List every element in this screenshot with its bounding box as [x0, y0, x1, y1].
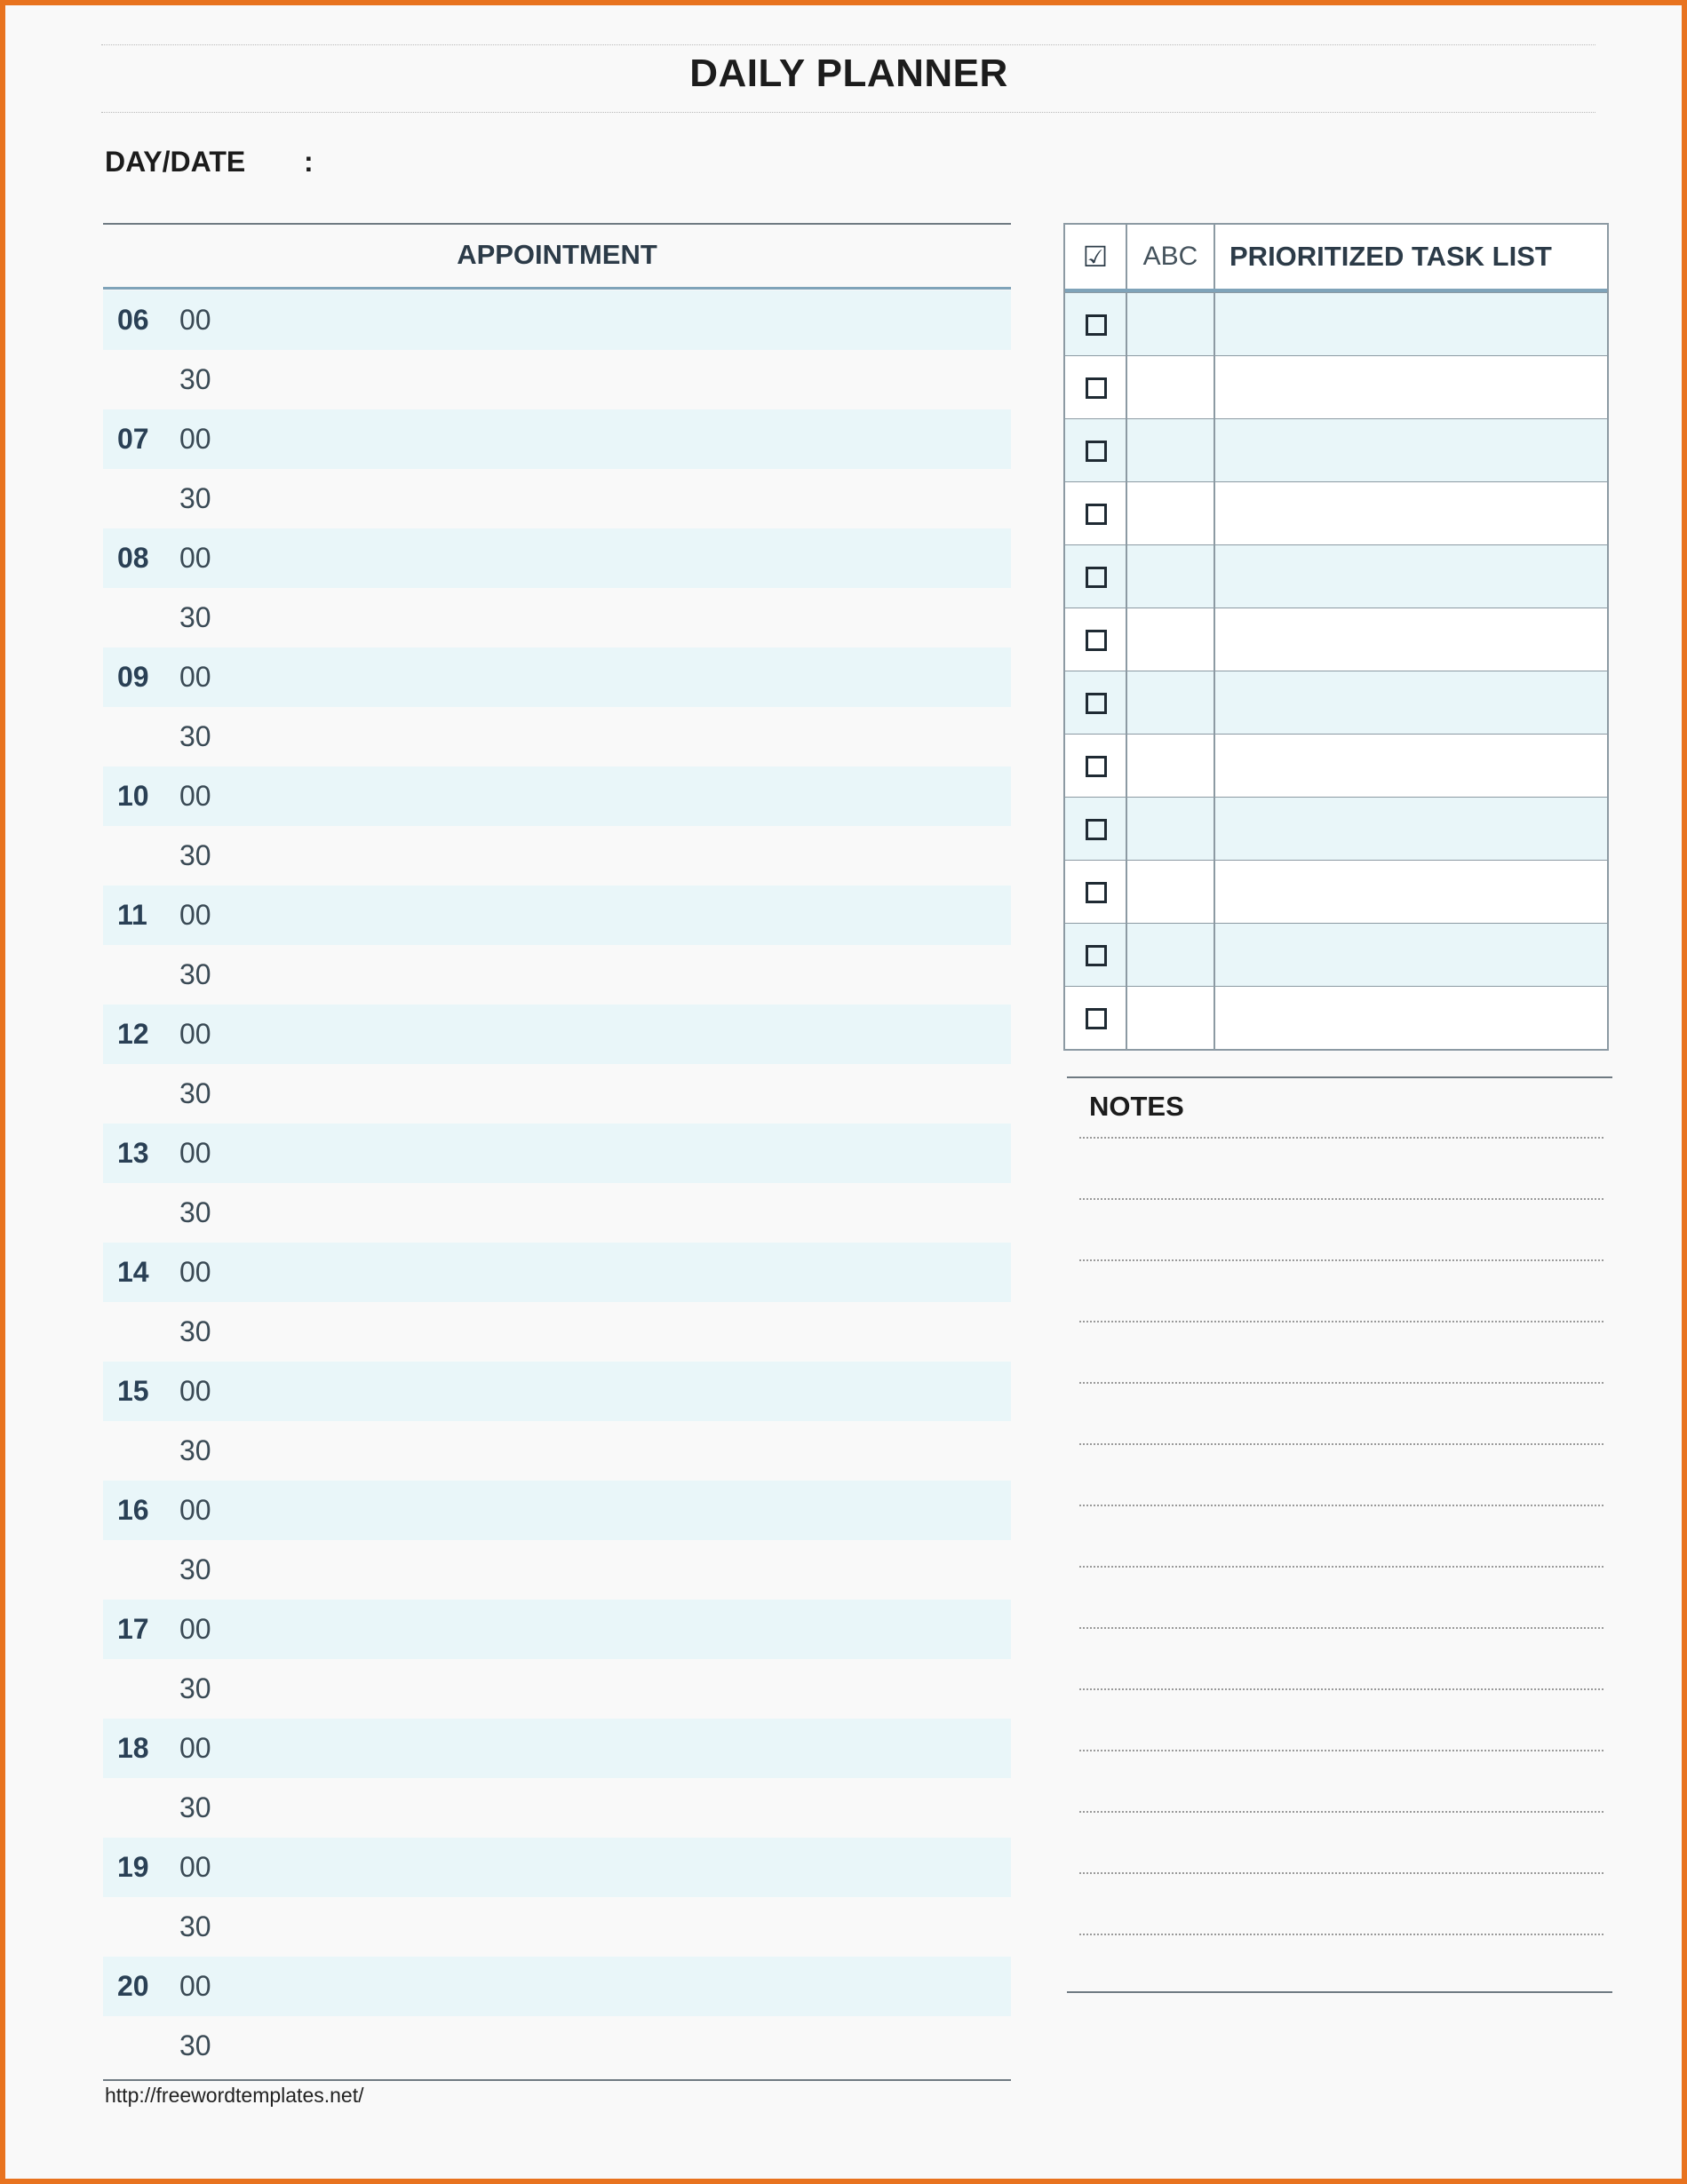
appointment-slot[interactable] — [103, 1183, 1011, 1243]
title-bottom-divider — [101, 112, 1595, 113]
slot-hour: 15 — [117, 1375, 149, 1407]
appointment-slot[interactable] — [103, 1421, 1011, 1481]
appointment-slot[interactable] — [103, 766, 1011, 826]
task-checkbox[interactable] — [1086, 377, 1107, 399]
appointment-slot[interactable] — [103, 886, 1011, 945]
note-line[interactable] — [1079, 1750, 1603, 1751]
task-text-cell[interactable] — [1215, 861, 1607, 923]
appointment-slot[interactable] — [103, 1064, 1011, 1124]
page-title: DAILY PLANNER — [689, 52, 1008, 95]
task-text-cell[interactable] — [1215, 798, 1607, 860]
task-row[interactable] — [1065, 418, 1607, 481]
task-checkbox[interactable] — [1086, 882, 1107, 903]
appointment-slot[interactable] — [103, 290, 1011, 350]
title-top-divider — [101, 44, 1595, 45]
appointment-slot[interactable] — [103, 350, 1011, 409]
note-line[interactable] — [1079, 1382, 1603, 1384]
note-line[interactable] — [1079, 1811, 1603, 1813]
appointment-slot[interactable] — [103, 707, 1011, 766]
appointment-slot[interactable] — [103, 945, 1011, 1005]
task-text-cell[interactable] — [1215, 482, 1607, 544]
appointment-slot[interactable] — [103, 1481, 1011, 1540]
task-row[interactable] — [1065, 608, 1607, 671]
slot-minute: 30 — [179, 1553, 211, 1585]
task-row[interactable] — [1065, 734, 1607, 797]
task-text-cell[interactable] — [1215, 924, 1607, 986]
task-rows — [1065, 292, 1607, 1049]
task-row[interactable] — [1065, 923, 1607, 986]
note-line[interactable] — [1079, 1198, 1603, 1200]
slot-minute: 30 — [179, 720, 211, 752]
appointment-slot[interactable] — [103, 1362, 1011, 1421]
task-priority-cell[interactable] — [1127, 545, 1215, 608]
task-row[interactable] — [1065, 797, 1607, 860]
slot-minute: 00 — [179, 1137, 211, 1169]
appointment-slot[interactable] — [103, 1838, 1011, 1897]
task-checkbox[interactable] — [1086, 567, 1107, 588]
task-priority-cell[interactable] — [1127, 419, 1215, 481]
note-line[interactable] — [1079, 1137, 1603, 1139]
task-text-cell[interactable] — [1215, 419, 1607, 481]
task-checkbox[interactable] — [1086, 1008, 1107, 1029]
checkbox-header-icon: ☑ — [1082, 241, 1109, 273]
appointment-slot[interactable] — [103, 1897, 1011, 1957]
note-line[interactable] — [1079, 1688, 1603, 1690]
slot-minute: 30 — [179, 482, 211, 514]
task-text-cell[interactable] — [1215, 608, 1607, 671]
footer-url[interactable]: http://freewordtemplates.net/ — [105, 2084, 364, 2107]
slot-minute: 00 — [179, 1851, 211, 1883]
task-row[interactable] — [1065, 544, 1607, 608]
appointment-slot[interactable] — [103, 1600, 1011, 1659]
appointment-slot[interactable] — [103, 1778, 1011, 1838]
notes-top-rule — [1067, 1076, 1612, 1078]
slot-minute: 30 — [179, 1434, 211, 1466]
slot-minute: 30 — [179, 2029, 211, 2061]
task-priority-cell[interactable] — [1127, 987, 1215, 1049]
task-table — [1063, 223, 1609, 1051]
slot-hour: 09 — [117, 661, 149, 693]
slot-hour: 08 — [117, 542, 149, 574]
task-priority-cell[interactable] — [1127, 356, 1215, 418]
appointment-slot[interactable] — [103, 1957, 1011, 2016]
task-checkbox[interactable] — [1086, 630, 1107, 651]
slot-minute: 00 — [179, 1375, 211, 1407]
task-row[interactable] — [1065, 292, 1607, 355]
slot-hour: 13 — [117, 1137, 149, 1169]
task-table-header — [1065, 225, 1607, 292]
appointment-slot[interactable] — [103, 1540, 1011, 1600]
appointment-slot[interactable] — [103, 1124, 1011, 1183]
slot-minute: 00 — [179, 1494, 211, 1526]
task-row[interactable] — [1065, 986, 1607, 1049]
task-priority-cell[interactable] — [1127, 293, 1215, 355]
task-priority-cell[interactable] — [1127, 671, 1215, 734]
appointment-slot[interactable] — [103, 2016, 1011, 2076]
task-list-title: PRIORITIZED TASK LIST — [1229, 241, 1552, 272]
appointment-slot[interactable] — [103, 1302, 1011, 1362]
slot-hour: 07 — [117, 423, 149, 455]
task-text-cell[interactable] — [1215, 987, 1607, 1049]
task-priority-cell[interactable] — [1127, 482, 1215, 544]
slot-hour: 06 — [117, 304, 149, 336]
task-row[interactable] — [1065, 671, 1607, 734]
task-checkbox[interactable] — [1086, 504, 1107, 525]
appointment-slot[interactable] — [103, 1719, 1011, 1778]
note-line[interactable] — [1079, 1259, 1603, 1261]
slot-minute: 00 — [179, 1256, 211, 1288]
slot-minute: 30 — [179, 1791, 211, 1823]
task-row[interactable] — [1065, 355, 1607, 418]
abc-priority-header: ABC — [1142, 242, 1198, 271]
task-checkbox[interactable] — [1086, 819, 1107, 840]
slot-minute: 00 — [179, 304, 211, 336]
day-date-colon: : — [304, 146, 314, 178]
slot-hour: 19 — [117, 1851, 149, 1883]
note-line[interactable] — [1079, 1443, 1603, 1445]
task-text-cell[interactable] — [1215, 293, 1607, 355]
slot-minute: 00 — [179, 423, 211, 455]
task-priority-cell[interactable] — [1127, 798, 1215, 860]
appointment-slot[interactable] — [103, 409, 1011, 469]
notes-title: NOTES — [1089, 1091, 1184, 1122]
task-row[interactable] — [1065, 481, 1607, 544]
slot-minute: 30 — [179, 839, 211, 871]
task-priority-cell[interactable] — [1127, 735, 1215, 797]
note-line[interactable] — [1079, 1321, 1603, 1322]
slot-hour: 18 — [117, 1732, 149, 1764]
appointment-slot[interactable] — [103, 588, 1011, 647]
task-checkbox[interactable] — [1086, 693, 1107, 714]
slot-hour: 10 — [117, 780, 149, 812]
day-date-label: DAY/DATE — [105, 146, 246, 178]
appointment-slot[interactable] — [103, 1005, 1011, 1064]
note-line[interactable] — [1079, 1934, 1603, 1935]
task-text-cell[interactable] — [1215, 545, 1607, 608]
slot-hour: 14 — [117, 1256, 149, 1288]
task-text-cell[interactable] — [1215, 735, 1607, 797]
slot-minute: 00 — [179, 542, 211, 574]
slot-minute: 30 — [179, 1077, 211, 1109]
slot-minute: 30 — [179, 958, 211, 990]
appointment-slot[interactable] — [103, 528, 1011, 588]
notes-bottom-rule — [1067, 1991, 1612, 1993]
slot-hour: 11 — [117, 899, 147, 931]
slot-minute: 30 — [179, 1672, 211, 1704]
slot-minute: 30 — [179, 1196, 211, 1228]
slot-minute: 00 — [179, 1970, 211, 2002]
appointment-slots — [103, 290, 1011, 2076]
slot-minute: 30 — [179, 601, 211, 633]
slot-minute: 00 — [179, 661, 211, 693]
slot-minute: 00 — [179, 780, 211, 812]
appointment-slot[interactable] — [103, 1659, 1011, 1719]
task-checkbox[interactable] — [1086, 756, 1107, 777]
appointment-slot[interactable] — [103, 469, 1011, 528]
note-line[interactable] — [1079, 1566, 1603, 1568]
appointment-slot[interactable] — [103, 647, 1011, 707]
appointment-slot[interactable] — [103, 1243, 1011, 1302]
task-checkbox[interactable] — [1086, 945, 1107, 966]
slot-minute: 00 — [179, 1732, 211, 1764]
slot-minute: 00 — [179, 899, 211, 931]
task-priority-cell[interactable] — [1127, 861, 1215, 923]
task-priority-cell[interactable] — [1127, 608, 1215, 671]
slot-hour: 20 — [117, 1970, 149, 2002]
note-line[interactable] — [1079, 1505, 1603, 1506]
slot-minute: 00 — [179, 1018, 211, 1050]
slot-hour: 16 — [117, 1494, 149, 1526]
task-checkbox[interactable] — [1086, 314, 1107, 336]
slot-hour: 12 — [117, 1018, 149, 1050]
appointment-heading: APPOINTMENT — [457, 239, 657, 270]
task-text-cell[interactable] — [1215, 671, 1607, 734]
appointment-bottom-rule — [103, 2079, 1011, 2081]
task-priority-cell[interactable] — [1127, 924, 1215, 986]
slot-hour: 17 — [117, 1613, 149, 1645]
task-checkbox[interactable] — [1086, 441, 1107, 462]
slot-minute: 30 — [179, 363, 211, 395]
task-row[interactable] — [1065, 860, 1607, 923]
appointment-heading-rule — [103, 287, 1011, 290]
note-line[interactable] — [1079, 1627, 1603, 1629]
slot-minute: 30 — [179, 1910, 211, 1942]
note-line[interactable] — [1079, 1872, 1603, 1874]
slot-minute: 30 — [179, 1315, 211, 1347]
appointment-slot[interactable] — [103, 826, 1011, 886]
task-text-cell[interactable] — [1215, 356, 1607, 418]
slot-minute: 00 — [179, 1613, 211, 1645]
